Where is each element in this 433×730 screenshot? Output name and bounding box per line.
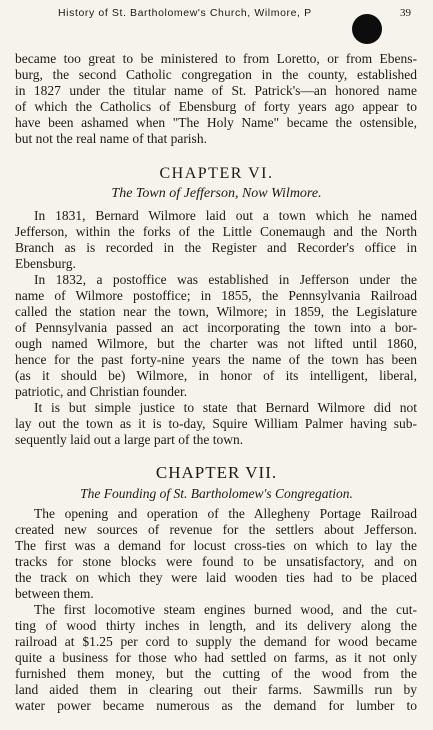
chapter-heading: CHAPTER VI. [159, 165, 274, 182]
text-line: ough named Wilmore, but the charter was not lifted until 1860, [15, 336, 417, 351]
text-line: Branch as is recorded in the Register and Recorder's office in [15, 240, 417, 255]
text-line: lay out the town as it is to-day, Squire William Palmer having sub- [15, 416, 417, 431]
text-line: became too great to be ministered to from Loretto, or from Ebens- [15, 51, 417, 66]
text-line: railroad at $1.25 per cord to supply the demand for wood became [15, 634, 417, 649]
chapter-subtitle: The Town of Jefferson, Now Wilmore. [111, 186, 322, 201]
text-line: sequently laid out a large part of the town. [15, 432, 244, 447]
text-line: but not the real name of that parish. [15, 131, 207, 146]
text-line: tracks for stone blocks were found to be unsatisfactory, and on [15, 554, 417, 569]
text-line: In 1832, a postoffice was established in Jefferson under the [34, 272, 417, 287]
text-line: burg, the second Catholic congregation in the county, established [15, 67, 417, 82]
text-line: of which the Catholics of Ebensburg of forty years ago appear to [15, 99, 417, 114]
text-line: patriotic, and Christian founder. [15, 384, 188, 399]
text-line: the track on which they were laid wooden ties had to be placed [15, 570, 417, 585]
text-line: The opening and operation of the Allegheny Portage Railroad [34, 506, 417, 521]
text-line: It is but simple justice to state that Bernard Wilmore did not [34, 400, 417, 415]
running-title: History of St. Bartholomew's Church, Wilmore, P [58, 7, 312, 19]
text-line: Jefferson, within the forks of the Little Conemaugh and the North [15, 224, 417, 239]
text-line: between them. [15, 586, 94, 601]
text-line: The first was a demand for locust cross-ties on which to lay the [15, 538, 417, 553]
text-line: hence for the past forty-nine years the name of the town has been [15, 352, 417, 367]
text-line: have been ashamed when "The Holy Name" became the ostensible, [15, 115, 417, 130]
text-line: created new sources of revenue for the settlers about Jefferson. [15, 522, 417, 537]
text-line: ting of wood thirty inches in length, and its delivery along the [15, 618, 417, 633]
text-line: name of Wilmore postoffice; in 1855, the Pennsylvania Railroad [15, 288, 417, 303]
page-number: 39 [400, 7, 411, 19]
text-line: water power became numerous as the demand for lumber to [15, 698, 417, 713]
text-line: of Pennsylvania passed an act incorporating the town into a bor- [15, 320, 417, 335]
text-line: The first locomotive steam engines burned wood, and the cut- [34, 602, 417, 617]
text-line: called the station near the town, Wilmore; in 1859, the Legislature [15, 304, 417, 319]
chapter-heading: CHAPTER VII. [155, 463, 278, 482]
text-line: quite a business for those who had settled on farms, as it not only [15, 650, 417, 665]
text-line: (as it should be) Wilmore, in honor of its intelligent, liberal, [15, 368, 417, 383]
chapter-subtitle: The Founding of St. Bartholomew's Congregation. [80, 486, 353, 501]
text-line: Ebensburg. [15, 256, 76, 271]
text-line: land aided them in clearing out their farms. Sawmills run by [15, 682, 417, 697]
text-line: in 1827 under the titular name of St. Patrick's—an honored name [15, 83, 417, 98]
text-line: In 1831, Bernard Wilmore laid out a town which he named [34, 208, 417, 223]
text-line: furnished them money, but the cutting of the wood from the [15, 666, 417, 681]
